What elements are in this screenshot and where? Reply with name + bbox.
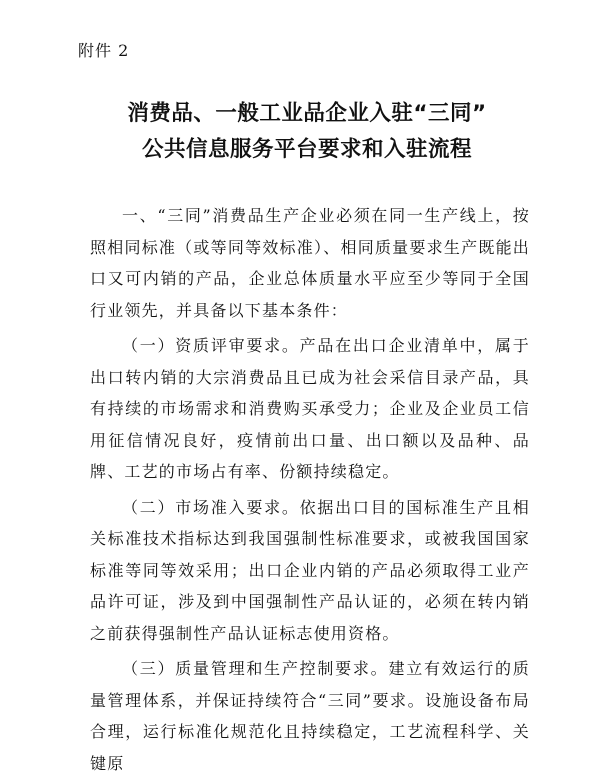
paragraph-qualification: （一）资质评审要求。产品在出口企业清单中，属于出口转内销的大宗消费品且已成为社会采信目录产品，具有持续的市场需求和消费购买承受力；企业及企业员工信用征信情况良好，疫情前出口量、出口额以及品种、品牌、工艺的市场占有率、份额持续稳定。 <box>90 336 530 481</box>
document-title <box>0 96 614 168</box>
document-body <box>90 200 530 783</box>
title-line-1: 消费品、一般工业品企业入驻“三同” <box>127 101 487 126</box>
paragraph-intro: 一、“三同”消费品生产企业必须在同一生产线上，按照相同标准（或等同等效标准）、相同质量要求生产既能出口又可内销的产品，企业总体质量水平应至少等同于全国行业领先，并具备以下基本条件： <box>90 206 530 320</box>
paragraph-market-access: （二）市场准入要求。依据出口目的国标准生产且相关标准技术指标达到我国强制性标准要求，或被我国国家标准等同等效采用；出口企业内销的产品必须取得工业产品许可证，涉及到中国强制性产品认证的，必须在转内销之前获得强制性产品认证标志使用资格。 <box>90 497 530 643</box>
title-line-2: 公共信息服务平台要求和入驻流程 <box>141 137 472 162</box>
attachment-label: 附件 2 <box>78 41 130 60</box>
paragraph-quality-control: （三）质量管理和生产控制要求。建立有效运行的质量管理体系，并保证持续符合“三同”要求。设施设备布局合理，运行标准化规范化且持续稳定，工艺流程科学、关键原 <box>90 659 530 773</box>
